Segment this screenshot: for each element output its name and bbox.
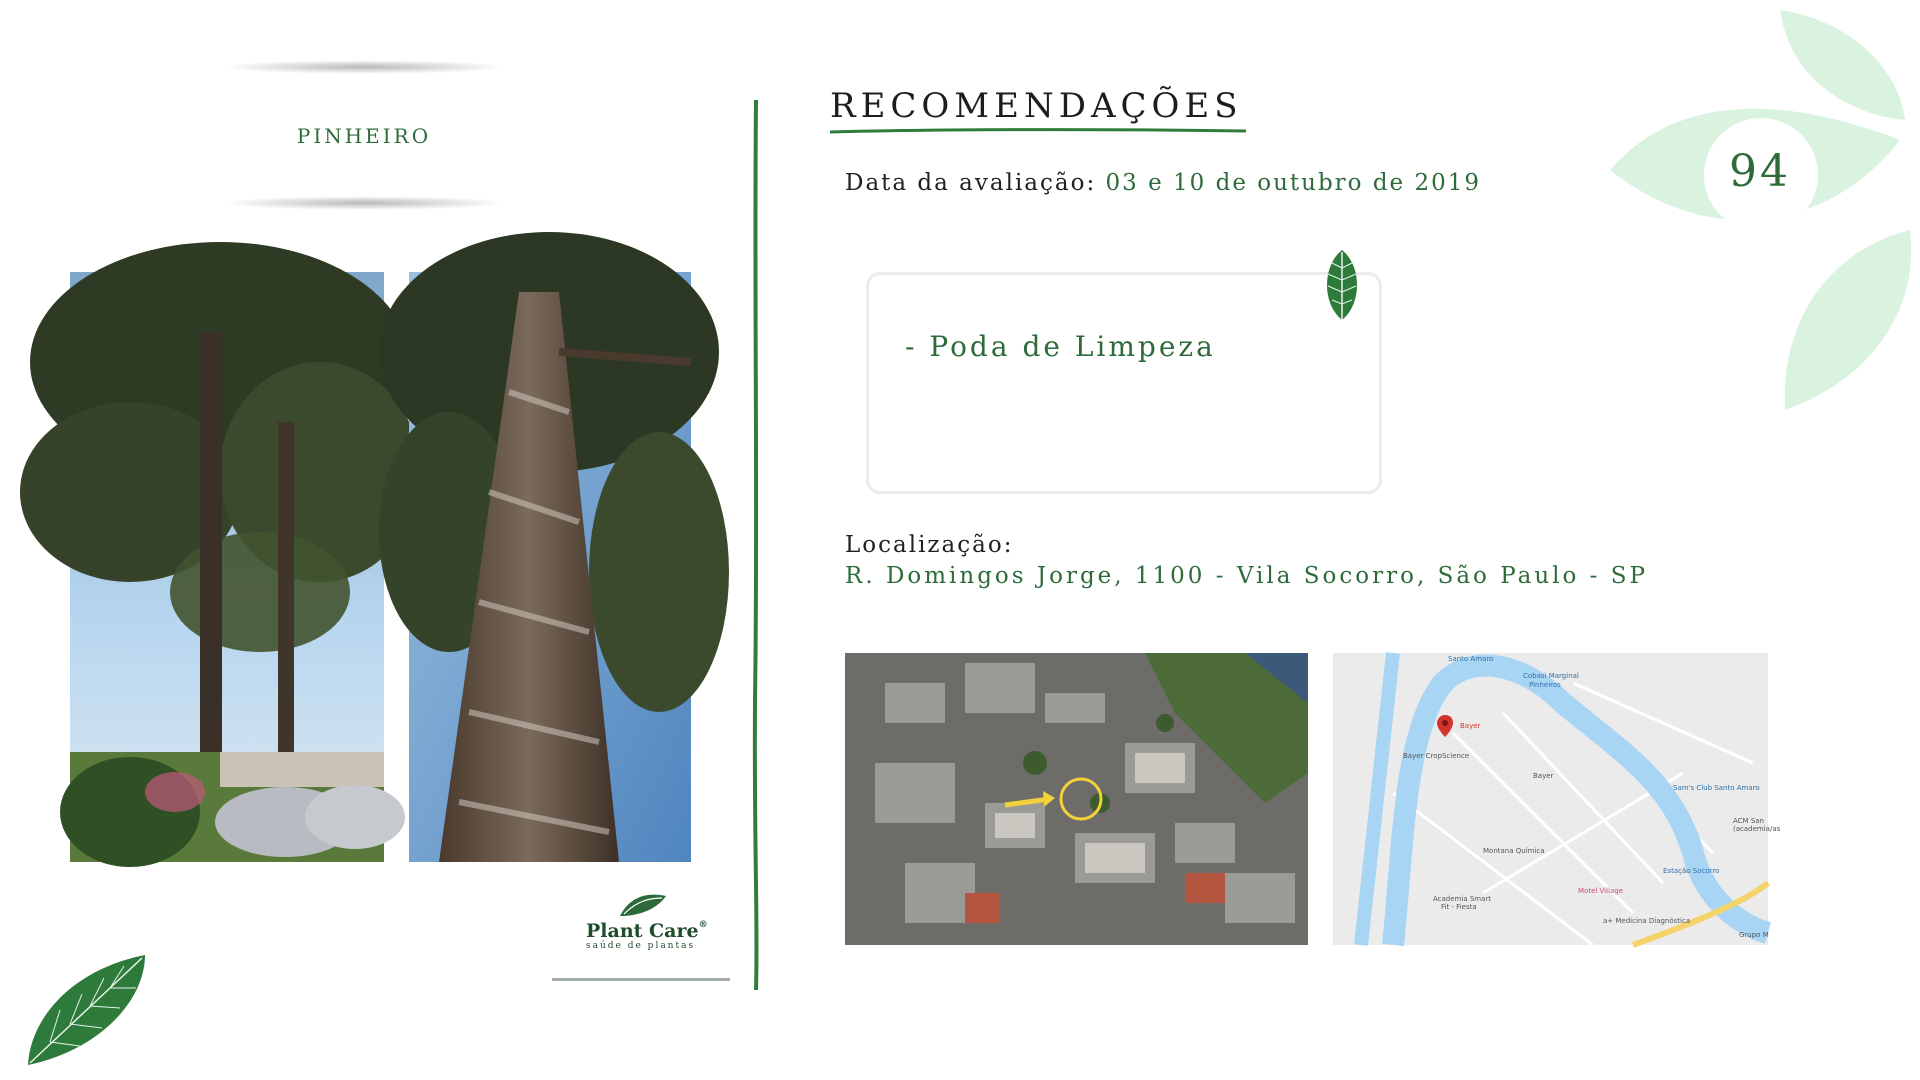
species-name: PINHEIRO [296, 124, 432, 148]
tree-photo-2 [409, 272, 691, 862]
svg-text:Montana Química: Montana Química [1483, 847, 1545, 855]
title-underline [828, 126, 1248, 136]
svg-text:Academia Smart: Academia Smart [1433, 895, 1492, 903]
evaluation-label: Data da avaliação: [845, 170, 1097, 196]
page-number: 94 [1729, 146, 1791, 197]
svg-text:Fit - Fiesta: Fit - Fiesta [1441, 903, 1477, 911]
species-title-card [208, 62, 520, 208]
leaf-icon [1322, 248, 1362, 322]
svg-text:Motel Village: Motel Village [1578, 887, 1624, 895]
satellite-map [845, 653, 1308, 945]
svg-text:Santo Amaro: Santo Amaro [1448, 655, 1494, 663]
vertical-divider [752, 100, 760, 990]
street-map [1333, 653, 1781, 945]
decorative-leaves [1600, 0, 1920, 420]
svg-text:Bayer: Bayer [1533, 772, 1554, 780]
plant-care-logo [578, 892, 708, 952]
svg-text:Grupo M: Grupo M [1739, 931, 1769, 939]
location-address: R. Domingos Jorge, 1100 - Vila Socorro, São Paulo - SP [845, 563, 1648, 589]
decorative-leaf-bottom [20, 950, 150, 1070]
svg-text:(academia/as: (academia/as [1733, 825, 1781, 833]
card-shadow-top [220, 60, 508, 74]
svg-text:Pinheiros: Pinheiros [1529, 681, 1561, 689]
recommendations-box [866, 272, 1382, 494]
page-title: RECOMENDAÇÕES [830, 86, 1243, 126]
logo-leaf-icon [618, 892, 668, 918]
svg-text:a+ Medicina Diagnóstica: a+ Medicina Diagnóstica [1603, 917, 1691, 925]
svg-text:Sam's Club Santo Amaro: Sam's Club Santo Amaro [1673, 784, 1760, 792]
evaluation-date-line [845, 170, 1481, 196]
svg-text:Bayer: Bayer [1460, 722, 1481, 730]
location-label: Localização: [845, 532, 1014, 558]
svg-text:ACM San: ACM San [1733, 817, 1764, 825]
card-shadow-bottom [220, 196, 508, 210]
logo-name: Plant Care® [586, 920, 708, 942]
evaluation-date: 03 e 10 de outubro de 2019 [1105, 170, 1482, 196]
svg-text:Bayer CropScience: Bayer CropScience [1403, 752, 1470, 760]
tree-photo-1 [70, 272, 384, 862]
footer-line [552, 978, 730, 981]
recommendation-item: - Poda de Limpeza [905, 330, 1216, 363]
svg-text:Cobasi Marginal: Cobasi Marginal [1523, 672, 1579, 680]
logo-tagline: saúde de plantas [586, 941, 696, 951]
svg-text:Estação Socorro: Estação Socorro [1663, 867, 1720, 875]
